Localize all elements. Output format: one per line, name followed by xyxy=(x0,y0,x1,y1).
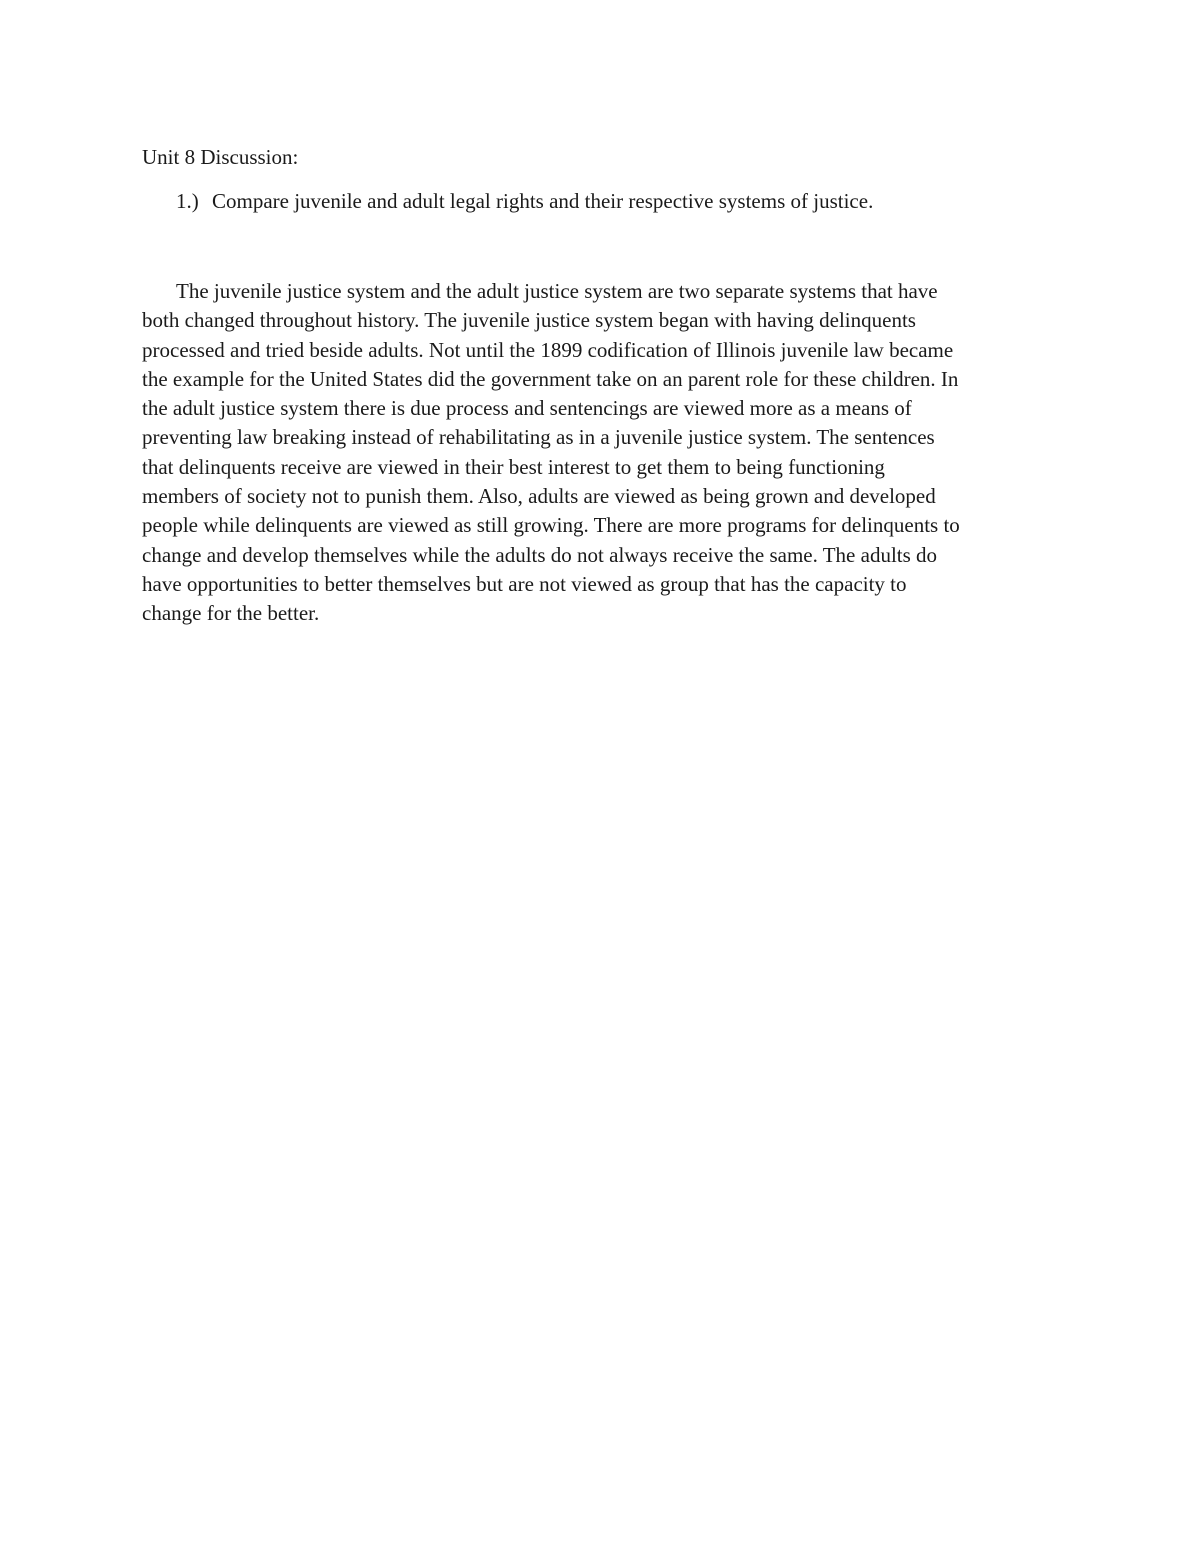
answer-line: the adult justice system there is due process and sentencings are viewed more as a means of xyxy=(142,396,912,421)
answer-line: the example for the United States did the government take on an parent role for these children. In xyxy=(142,366,959,391)
answer-paragraph xyxy=(142,277,1072,629)
answer-line: members of society not to punish them. Also, adults are viewed as being grown and developed xyxy=(142,484,936,509)
answer-line: both changed throughout history. The juvenile justice system began with having delinquents xyxy=(142,308,916,333)
answer-line: preventing law breaking instead of rehabilitating as in a juvenile justice system. The sentences xyxy=(142,425,935,450)
question-number: 1.) xyxy=(176,189,199,213)
answer-line: people while delinquents are viewed as still growing. There are more programs for delinquents to xyxy=(142,513,960,538)
answer-line: change and develop themselves while the adults do not always receive the same. The adults do xyxy=(142,542,938,567)
answer-line: change for the better. xyxy=(142,601,320,626)
answer-line: processed and tried beside adults. Not until the 1899 codification of Illinois juvenile law became xyxy=(142,337,954,362)
question-item xyxy=(176,187,873,215)
document-heading: Unit 8 Discussion: xyxy=(142,145,299,169)
question-text: Compare juvenile and adult legal rights and their respective systems of justice. xyxy=(212,189,874,213)
answer-line: that delinquents receive are viewed in their best interest to get them to being functioning xyxy=(142,454,885,479)
answer-line: have opportunities to better themselves but are not viewed as group that has the capacity to xyxy=(142,571,907,596)
answer-line: The juvenile justice system and the adult justice system are two separate systems that have xyxy=(176,279,938,303)
